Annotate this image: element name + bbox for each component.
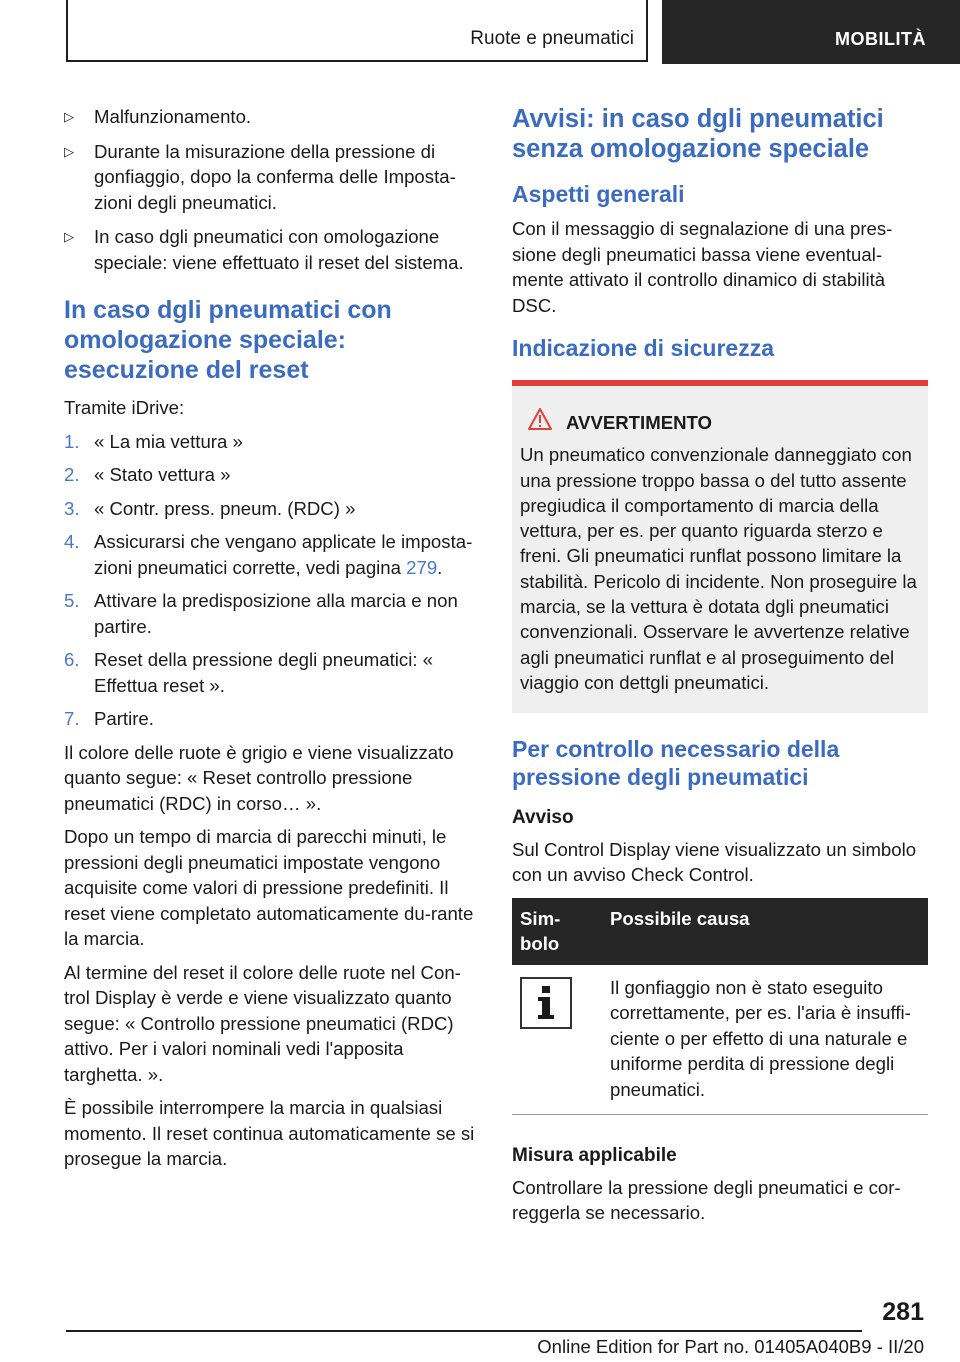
bullet-item	[64, 224, 478, 275]
header-chapter-title: MOBILITÀ	[835, 29, 926, 49]
section-heading-warnings: Avvisi: in caso dgli pneumatici senza omologazione speciale	[512, 105, 884, 163]
table-cell-symbol	[512, 965, 602, 1115]
triangle-bullet-icon: ▷	[64, 109, 74, 124]
table-cell-cause: Il gonfiaggio non è stato eseguito correttamente, per es. l'aria è insuffi-ciente o per effetto di una naturale e uniforme perdita di pressione degli pneumatici.	[602, 965, 928, 1115]
table-header-cause: Possibile causa	[602, 898, 928, 965]
step-item	[64, 706, 478, 732]
avviso-title: Avviso	[512, 807, 574, 829]
page-link[interactable]: 279	[406, 556, 438, 578]
bullet-text: Malfunzionamento.	[94, 106, 252, 127]
step-number: 5.	[64, 590, 80, 611]
symbol-table	[512, 898, 928, 1116]
header-chapter-box	[662, 0, 960, 64]
info-icon	[520, 977, 572, 1029]
triangle-bullet-icon: ▷	[64, 229, 74, 244]
warning-text: Un pneumatico convenzionale danneggiato con una pressione troppo bassa o del tutto assente pregiudica il comportamento di marcia della vettura, per es. per quanto riguarda sterzo e freni. Gli pneumatici runflat possono limitare la stabilità. Pericolo di incidente. Non proseguire la marcia, se la vettura è dotata dgli pneumatici convenzionali. Osservare le avvertenze relative agli pneumatici runflat e al proseguimento del viaggio con dettgli pneumatici.	[520, 444, 917, 693]
step-item	[64, 496, 478, 522]
paragraph: È possibile interrompere la marcia in qualsiasi momento. Il reset continua automaticamente se si prosegue la marcia.	[64, 1097, 475, 1169]
step-number: 7.	[64, 708, 80, 729]
footer-divider	[66, 1330, 862, 1332]
step-item	[64, 429, 478, 455]
table-row	[512, 965, 928, 1115]
subheading-pressure-check: Per controllo necessario della pressione degli pneumatici	[512, 736, 840, 791]
step-text: Attivare la predisposizione alla marcia e non partire.	[94, 590, 458, 637]
avviso-text: Sul Control Display viene visualizzato un simbolo con un avviso Check Control.	[512, 838, 917, 886]
measure-text: Controllare la pressione degli pneumatici e cor-reggerla se necessario.	[512, 1176, 901, 1224]
table-header-symbol: Sim-bolo	[512, 898, 602, 965]
step-item	[64, 462, 478, 488]
warning-title: AVVERTIMENTO	[566, 411, 713, 433]
paragraph: Con il messaggio di segnalazione di una pres-sione degli pneumatici bassa viene eventual-mente attivato il controllo dinamico di stabilità DSC.	[512, 218, 893, 316]
subheading-safety: Indicazione di sicurezza	[512, 335, 775, 361]
bullet-text: Durante la misurazione della pressione di gonfiaggio, dopo la conferma delle Imposta-zioni degli pneumatici.	[94, 140, 456, 213]
header-section-title: Ruote e pneumatici	[470, 28, 634, 49]
bullet-text: In caso dgli pneumatici con omologazione speciale: viene effettuato il reset del sistema.	[94, 226, 464, 273]
bullet-item	[64, 104, 478, 130]
step-text: Assicurarsi che vengano applicate le imposta-zioni pneumatici corrette, vedi pagina	[94, 531, 473, 578]
paragraph: Il colore delle ruote è grigio e viene visualizzato quanto segue: « Reset controllo pressione pneumatici (RDC) in corso… ».	[64, 741, 454, 814]
footer-edition: Online Edition for Part no. 01405A040B9 - II/20	[537, 1336, 924, 1357]
step-item	[64, 588, 478, 639]
step-text-end: .	[437, 556, 443, 578]
step-text: « Contr. press. pneum. (RDC) »	[94, 497, 356, 519]
step-item	[64, 647, 478, 698]
step-number: 1.	[64, 430, 80, 452]
section-heading-reset: In caso dgli pneumatici con omologazione speciale: esecuzione del reset	[64, 296, 392, 384]
right-column	[512, 104, 928, 1234]
step-text: Partire.	[94, 708, 154, 729]
step-text: Reset della pressione degli pneumatici: « Effettua reset ».	[94, 649, 434, 696]
left-column	[64, 104, 478, 1180]
header-section-box	[66, 0, 648, 62]
bullet-item	[64, 139, 478, 216]
step-number: 4.	[64, 531, 80, 552]
paragraph: Al termine del reset il colore delle ruote nel Con-trol Display è verde e viene visualizzato quanto segue: « Controllo pressione pneumatici (RDC) attivo. Per i valori nominali vedi l'apposita targhetta. ».	[64, 961, 461, 1085]
step-text: « Stato vettura »	[94, 464, 231, 485]
table-header-row	[512, 898, 928, 965]
step-number: 6.	[64, 649, 80, 670]
measure-title: Misura applicabile	[512, 1145, 677, 1167]
warning-box	[512, 380, 928, 713]
triangle-bullet-icon: ▷	[64, 143, 74, 159]
warning-title-row	[528, 408, 920, 436]
step-number: 3.	[64, 497, 80, 519]
paragraph: Dopo un tempo di marcia di parecchi minuti, le pressioni degli pneumatici impostate vengono acquisite come valori di pressione predefiniti. Il reset viene completato automaticamente du-rante la marcia.	[64, 826, 474, 949]
step-text: « La mia vettura »	[94, 430, 243, 452]
intro-text: Tramite iDrive:	[64, 397, 185, 418]
page-number: 281	[882, 1298, 924, 1326]
subheading-general: Aspetti generali	[512, 181, 685, 207]
step-number: 2.	[64, 464, 80, 485]
warning-triangle-icon	[528, 408, 552, 436]
step-item	[64, 529, 478, 580]
